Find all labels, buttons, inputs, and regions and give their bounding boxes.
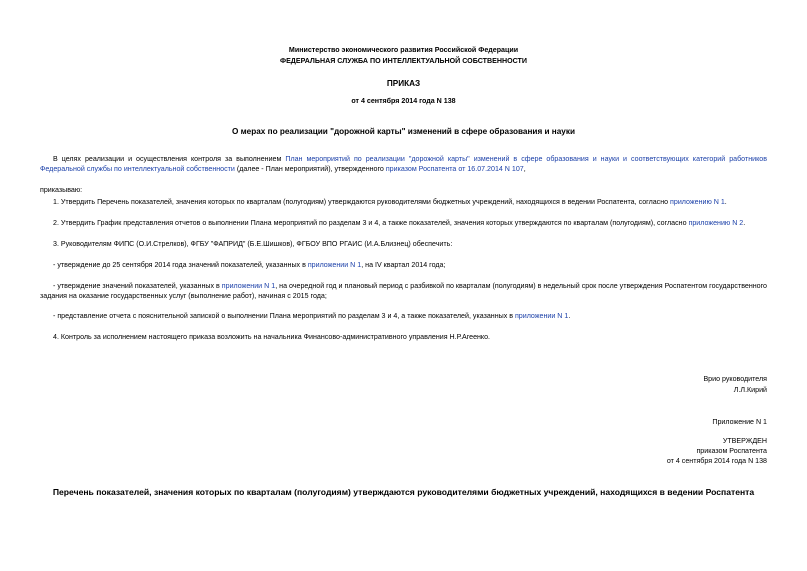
intro-text-2: (далее - План мероприятий), утвержденного	[234, 164, 386, 173]
ministry-name: Министерство экономического развития Российской Федерации	[288, 46, 519, 54]
item-1-end: .	[724, 198, 727, 206]
doc-date: от 4 сентября 2014 года N 138	[351, 97, 456, 105]
item-2	[40, 219, 767, 229]
appendix-approved: УТВЕРЖДЕН	[722, 437, 767, 445]
appendix-title: Перечень показателей, значения которых по кварталам (полугодиям) утверждаются руководителями бюджетных учреждений, находящихся в ведении Роспатента	[52, 487, 755, 497]
doc-title: О мерах по реализации "дорожной карты" изменений в сфере образования и науки	[231, 127, 575, 136]
order-word: приказываю:	[40, 186, 83, 194]
appendix-label: Приложение N 1	[712, 418, 767, 426]
item-1	[40, 198, 767, 208]
appendix-date: от 4 сентября 2014 года N 138	[666, 457, 767, 465]
signature-position: Врио руководителя	[703, 375, 767, 383]
dash-3-text: - представление отчета с пояснительной запиской о выполнении Плана мероприятий по разделам 3 и 4, а также показателей, указанных в	[53, 312, 515, 320]
signature-name: Л.Л.Кирий	[733, 386, 767, 394]
dash-3-appendix-link[interactable]: приложении N 1	[514, 312, 569, 320]
appendix-1-link[interactable]: приложению N 1	[670, 198, 725, 206]
intro-text-3: ,	[523, 164, 526, 173]
item-3-dash-1	[40, 261, 767, 271]
item-3-dash-3	[40, 312, 767, 322]
item-3-dash-2	[40, 282, 767, 301]
dash-2-text: - утверждение значений показателей, указанных в	[53, 282, 222, 290]
item-4: 4. Контроль за исполнением настоящего приказа возложить на начальника Финансово-административного управления Н.Р.Агеенко.	[53, 333, 491, 341]
plan-link[interactable]: План мероприятий по реализации "дорожной карты" изменений в сфере образования и науки и соответствующих категорий работников Федеральной службы по интеллектуальной собственности	[40, 155, 767, 173]
item-2-end: .	[743, 219, 746, 227]
dash-2-appendix-link[interactable]: приложении N 1	[221, 282, 276, 290]
item-2-text: 2. Утвердить График представления отчетов о выполнении Плана мероприятий по разделам 3 и 4, а также показателей, значения которых утверждаются по кварталам (полугодиям), согласно	[53, 219, 689, 227]
dash-1-appendix-link[interactable]: приложении N 1	[307, 261, 362, 269]
intro-text-1: В целях реализации и осуществления контроля за выполнением	[53, 155, 286, 163]
item-1-text: 1. Утвердить Перечень показателей, значения которых по кварталам (полугодиям) утверждаются руководителями бюджетных учреждений, находящихся в ведении Роспатента, согласно	[53, 198, 671, 206]
appendix-2-link[interactable]: приложению N 2	[688, 219, 744, 227]
appendix-by-order: приказом Роспатента	[696, 447, 767, 455]
service-name: ФЕДЕРАЛЬНАЯ СЛУЖБА ПО ИНТЕЛЛЕКТУАЛЬНОЙ СОБСТВЕННОСТИ	[280, 57, 527, 65]
dash-1-end: , на IV квартал 2014 года;	[361, 261, 446, 269]
dash-2-end: , на очередной год и плановый период с разбивкой по кварталам (полугодиям) в недельный срок после утверждения Роспатентом государственного задания на оказание государственных услуг (выполнение работ), начиная с 2015 года;	[40, 282, 767, 300]
doc-type: ПРИКАЗ	[386, 79, 421, 88]
order-107-link[interactable]: приказом Роспатента от 16.07.2014 N 107	[385, 164, 524, 173]
intro-paragraph	[40, 155, 767, 174]
item-3: 3. Руководителям ФИПС (О.И.Стрелков), ФГБУ "ФАПРИД" (Б.Е.Шишков), ФГБОУ ВПО РГАИС (И.А.Близнец) обеспечить:	[53, 240, 453, 248]
dash-1-text: - утверждение до 25 сентября 2014 года значений показателей, указанных в	[53, 261, 308, 269]
dash-3-end: .	[568, 312, 571, 320]
